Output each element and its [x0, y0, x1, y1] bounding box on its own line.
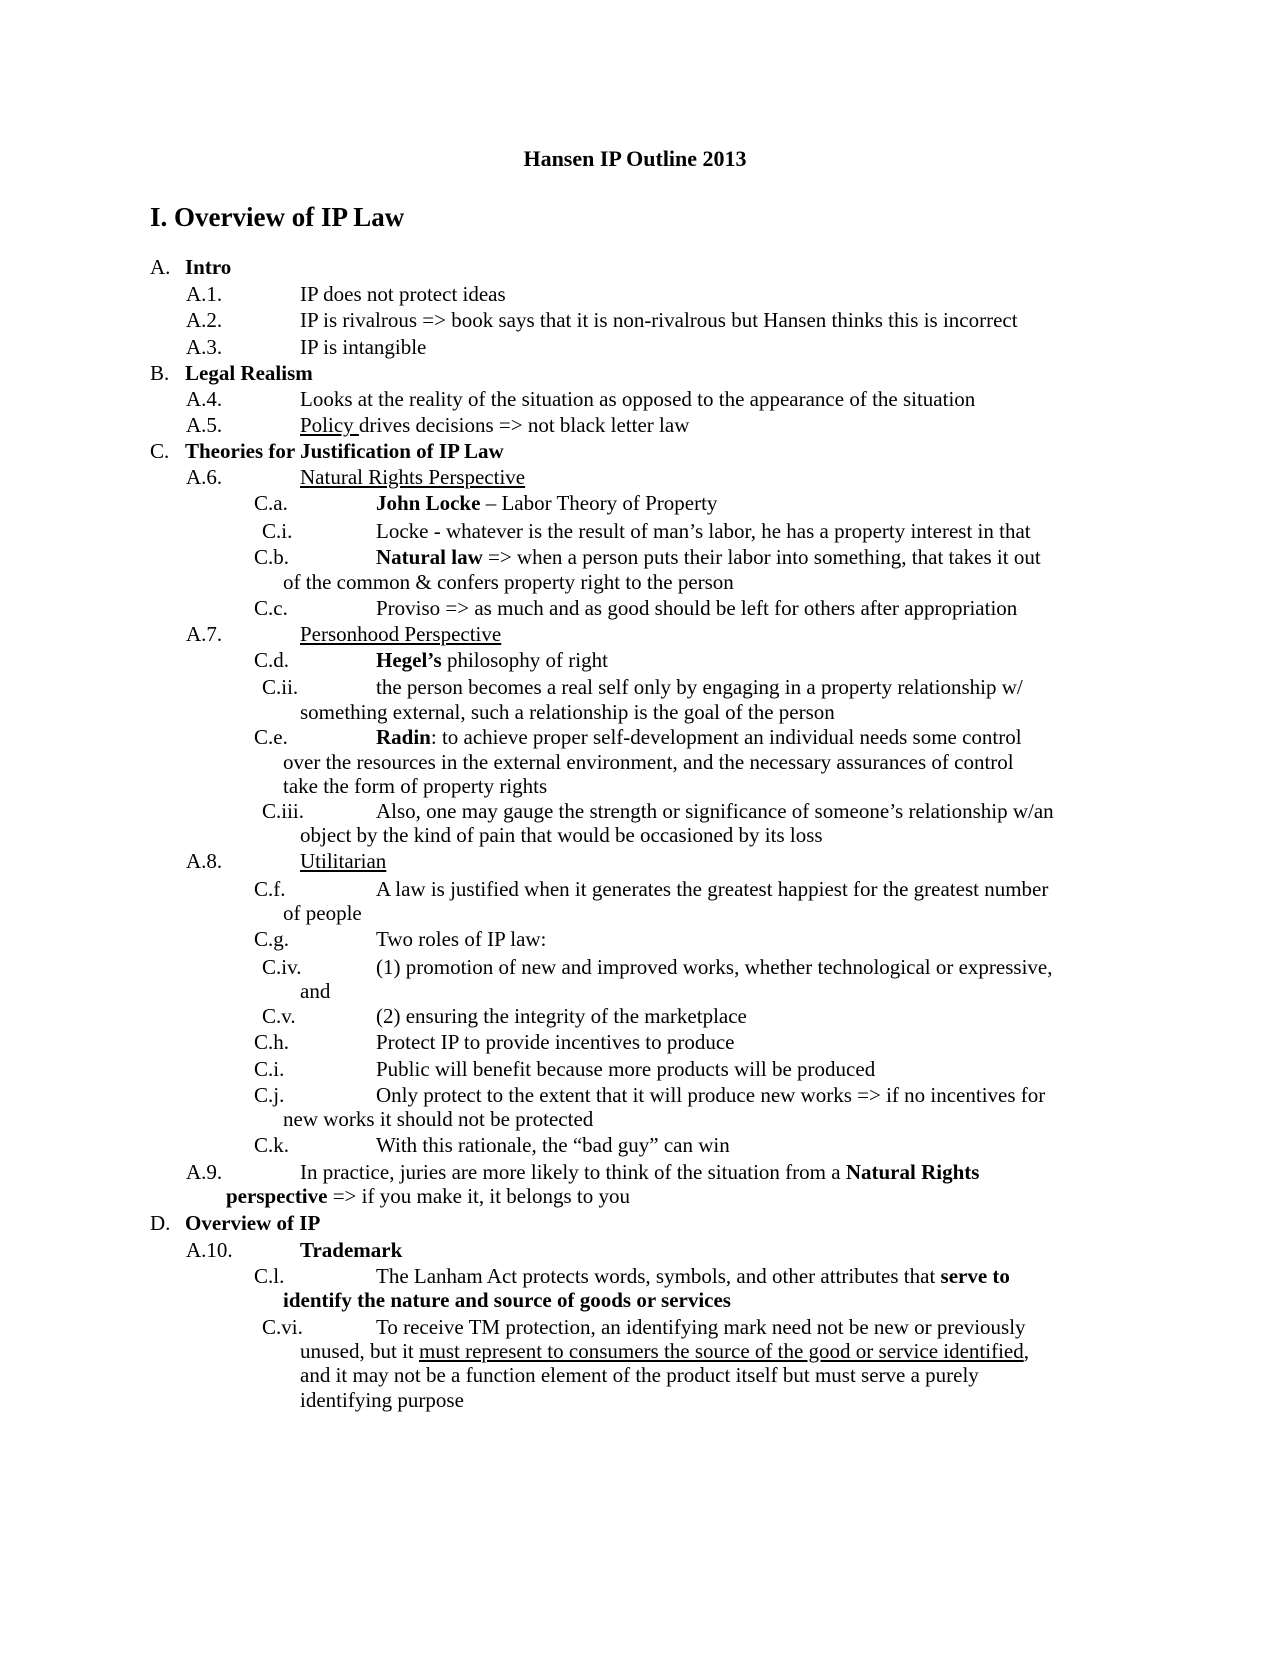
- text-segment: (2) ensuring the integrity of the marketplace: [376, 1004, 747, 1028]
- text-segment: Theories for Justification of IP Law: [185, 439, 504, 463]
- text-segment: Utilitarian: [300, 849, 387, 873]
- outline-item-text: [283, 1107, 593, 1132]
- outline-item-text: [300, 465, 525, 490]
- text-segment: ,: [1023, 1339, 1029, 1363]
- outline-item-text: [376, 955, 1052, 980]
- outline-label: C.iv.: [262, 955, 302, 979]
- text-segment: To receive TM protection, an identifying mark need not be new or previously: [376, 1315, 1026, 1339]
- text-segment: In practice, juries are more likely to think of the situation from a: [300, 1160, 846, 1184]
- outline-item-text: [283, 901, 362, 926]
- outline-label: A.10.: [186, 1238, 233, 1262]
- outline-section-text: [185, 361, 313, 386]
- outline-label: C.ii.: [262, 675, 299, 699]
- outline-item-text: [300, 979, 330, 1004]
- text-segment: A law is justified when it generates the greatest happiest for the greatest number: [376, 877, 1049, 901]
- outline-label: A.5.: [186, 413, 223, 437]
- outline-item-text: [376, 491, 717, 516]
- text-segment: Intro: [185, 255, 232, 279]
- text-segment: identifying purpose: [300, 1388, 464, 1412]
- outline-item-text: [300, 308, 1018, 333]
- text-segment: IP is intangible: [300, 335, 427, 359]
- outline-label: C.vi.: [262, 1315, 303, 1339]
- outline-item-text: [300, 823, 823, 848]
- outline-label: A.6.: [186, 465, 223, 489]
- section-heading: I. Overview of IP Law: [150, 202, 405, 232]
- outline-item-text: [376, 725, 1022, 750]
- text-segment: serve to: [940, 1264, 1010, 1288]
- outline-section-text: [185, 1211, 320, 1236]
- outline-label: C.e.: [254, 725, 288, 749]
- outline-label: A.4.: [186, 387, 223, 411]
- document-title: Hansen IP Outline 2013: [523, 146, 747, 171]
- outline-item-text: [376, 1083, 1045, 1108]
- outline-label: B.: [150, 361, 170, 385]
- text-segment: Natural law: [376, 545, 483, 569]
- text-segment: Policy: [300, 413, 359, 437]
- outline-item-text: [300, 1339, 1029, 1364]
- outline-item-text: [300, 413, 689, 438]
- text-segment: => when a person puts their labor into something, that takes it out: [482, 545, 1041, 569]
- outline-item-text: [376, 1030, 734, 1055]
- outline-item-text: [300, 282, 506, 307]
- outline-label: C.g.: [254, 927, 290, 951]
- text-segment: must represent to consumers the source of the good or service identified: [419, 1339, 1024, 1363]
- outline-item-text: [376, 799, 1054, 824]
- outline-item-text: [300, 387, 975, 412]
- outline-section-text: [185, 439, 504, 464]
- outline-label: C.c.: [254, 596, 288, 620]
- text-segment: Two roles of IP law:: [376, 927, 547, 951]
- outline-item-text: [226, 1184, 630, 1209]
- text-segment: and it may not be a function element of the product itself but must serve a purely: [300, 1363, 979, 1387]
- text-segment: something external, such a relationship is the goal of the person: [300, 700, 835, 724]
- outline-item-text: [300, 700, 835, 725]
- text-segment: of people: [283, 901, 362, 925]
- outline-label: C.a.: [254, 491, 288, 515]
- text-segment: Natural Rights Perspective: [300, 465, 526, 489]
- outline-label: C.: [150, 439, 170, 463]
- outline-label: C.iii.: [262, 799, 305, 823]
- text-segment: Overview of IP: [185, 1211, 321, 1235]
- text-segment: drives decisions => not black letter law: [358, 413, 690, 437]
- text-segment: Natural Rights: [845, 1160, 980, 1184]
- outline-label: A.2.: [186, 308, 223, 332]
- text-segment: object by the kind of pain that would be occasioned by its loss: [300, 823, 823, 847]
- outline-item-text: [300, 1363, 979, 1388]
- text-segment: Locke - whatever is the result of man’s labor, he has a property interest in that: [376, 519, 1031, 543]
- text-segment: Also, one may gauge the strength or significance of someone’s relationship w/an: [376, 799, 1054, 823]
- text-segment: IP does not protect ideas: [300, 282, 506, 306]
- outline-item-text: [376, 596, 1017, 621]
- text-segment: IP is rivalrous => book says that it is non-rivalrous but Hansen thinks this is incorrect: [300, 308, 1018, 332]
- outline-label: C.i.: [254, 1057, 285, 1081]
- text-segment: Legal Realism: [185, 361, 313, 385]
- outline-item-text: [283, 570, 734, 595]
- text-segment: philosophy of right: [441, 648, 608, 672]
- text-segment: => if you make it, it belongs to you: [327, 1184, 630, 1208]
- outline-label: A.7.: [186, 622, 223, 646]
- text-segment: Radin: [376, 725, 431, 749]
- outline-label: C.j.: [254, 1083, 285, 1107]
- outline-label: C.h.: [254, 1030, 290, 1054]
- text-segment: and: [300, 979, 331, 1003]
- text-segment: take the form of property rights: [283, 774, 548, 798]
- outline-label: A.: [150, 255, 171, 279]
- outline-label: A.9.: [186, 1160, 223, 1184]
- text-segment: Hegel’s: [376, 648, 442, 672]
- text-segment: the person becomes a real self only by engaging in a property relationship w/: [376, 675, 1023, 699]
- outline-item-text: [376, 1315, 1026, 1340]
- text-segment: With this rationale, the “bad guy” can win: [376, 1133, 730, 1157]
- text-segment: new works it should not be protected: [283, 1107, 594, 1131]
- outline-item-text: [376, 927, 546, 952]
- text-segment: John Locke: [376, 491, 481, 515]
- outline-section-text: [185, 255, 231, 280]
- outline-label: C.l.: [254, 1264, 285, 1288]
- outline-item-text: [300, 1238, 402, 1263]
- outline-label: A.8.: [186, 849, 223, 873]
- text-segment: identify the nature and source of goods or services: [283, 1288, 731, 1312]
- outline-item-text: [376, 1004, 747, 1029]
- text-segment: over the resources in the external environment, and the necessary assurances of control: [283, 750, 1014, 774]
- outline-label: C.d.: [254, 648, 290, 672]
- text-segment: The Lanham Act protects words, symbols, and other attributes that: [376, 1264, 941, 1288]
- text-segment: – Labor Theory of Property: [480, 491, 718, 515]
- text-segment: perspective: [226, 1184, 328, 1208]
- outline-item-text: [283, 1288, 731, 1313]
- outline-item-text: [283, 774, 547, 799]
- outline-item-text: [376, 519, 1031, 544]
- outline-label: C.b.: [254, 545, 290, 569]
- text-segment: Personhood Perspective: [300, 622, 502, 646]
- outline-item-text: [300, 1388, 464, 1413]
- outline-label: C.f.: [254, 877, 286, 901]
- outline-label: D.: [150, 1211, 171, 1235]
- outline-item-text: [283, 750, 1014, 775]
- text-segment: : to achieve proper self-development an individual needs some control: [430, 725, 1022, 749]
- outline-item-text: [376, 648, 608, 673]
- text-segment: Public will benefit because more products will be produced: [376, 1057, 876, 1081]
- outline-label: C.v.: [262, 1004, 296, 1028]
- outline-item-text: [376, 1057, 875, 1082]
- text-segment: Looks at the reality of the situation as opposed to the appearance of the situation: [300, 387, 976, 411]
- outline-item-text: [376, 675, 1023, 700]
- outline-item-text: [300, 622, 501, 647]
- outline-item-text: [376, 545, 1041, 570]
- text-segment: Only protect to the extent that it will produce new works => if no incentives for: [376, 1083, 1046, 1107]
- outline-item-text: [300, 849, 386, 874]
- text-segment: Proviso => as much and as good should be left for others after appropriation: [376, 596, 1018, 620]
- outline-label: A.3.: [186, 335, 223, 359]
- outline-label: C.k.: [254, 1133, 290, 1157]
- text-segment: (1) promotion of new and improved works, whether technological or expressive,: [376, 955, 1053, 979]
- outline-item-text: [376, 1264, 1010, 1289]
- text-segment: Protect IP to provide incentives to produce: [376, 1030, 735, 1054]
- outline-label: C.i.: [262, 519, 293, 543]
- text-segment: of the common & confers property right to the person: [283, 570, 734, 594]
- outline-item-text: [376, 877, 1048, 902]
- outline-label: A.1.: [186, 282, 223, 306]
- text-segment: Trademark: [300, 1238, 403, 1262]
- outline-item-text: [300, 335, 426, 360]
- text-segment: unused, but it: [300, 1339, 419, 1363]
- outline-item-text: [376, 1133, 730, 1158]
- outline-item-text: [300, 1160, 979, 1185]
